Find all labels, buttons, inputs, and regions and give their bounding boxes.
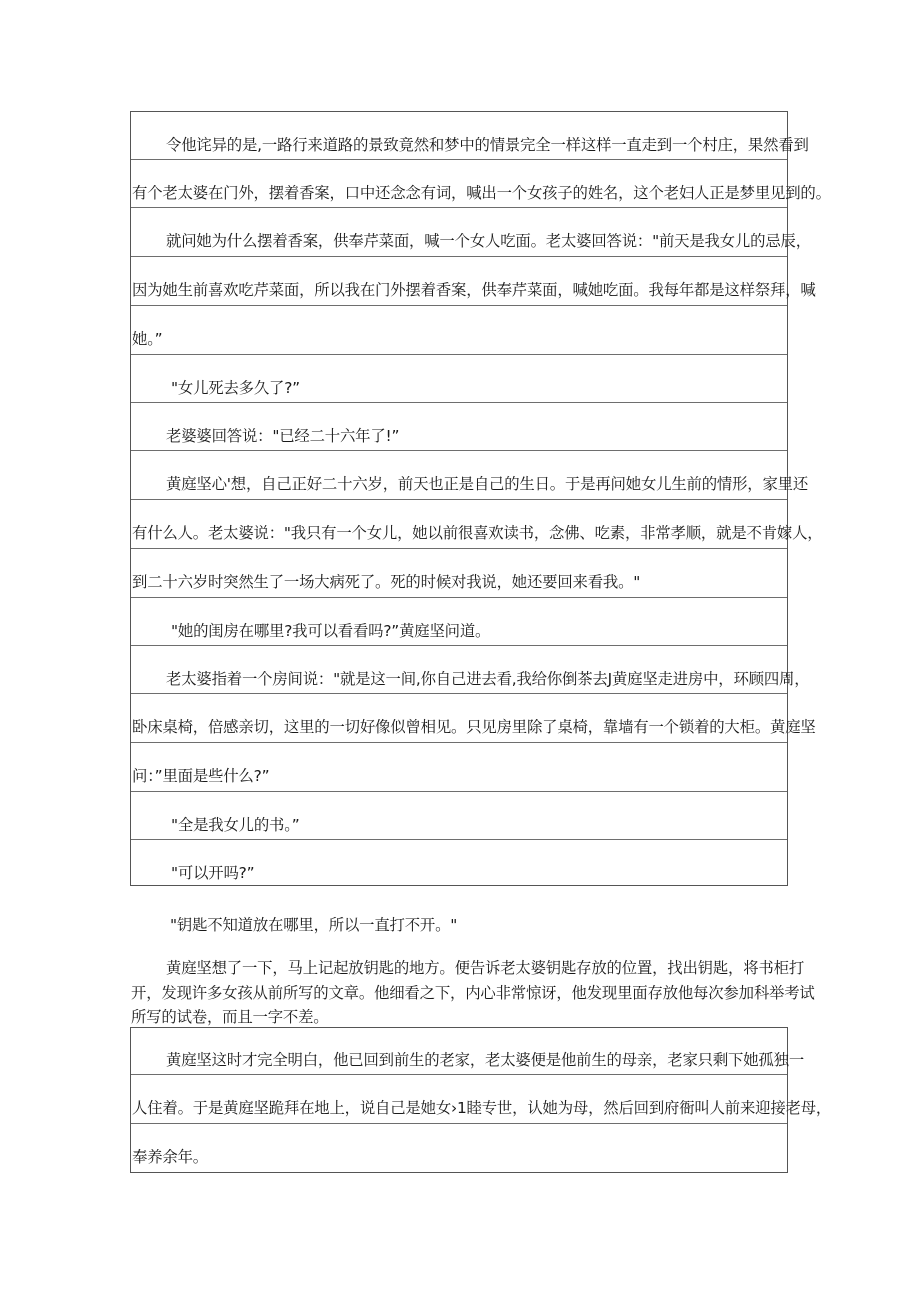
paragraph-line: 开，发现许多女孩从前所写的文章。他细看之下，内心非常惊讶，他发现里面存放他每次参加科举考试 [131,984,815,1002]
text-line [131,500,823,549]
text-line [131,694,816,743]
paragraph-line: 黄庭坚想了一下，马上记起放钥匙的地方。便告诉老太婆钥匙存放的位置，找出钥匙，将书柜打 [166,959,805,977]
text-line-content: 老婆婆回答说："已经二十六年了!” [166,427,400,445]
text-line [131,1124,787,1172]
text-line-content: 黄庭坚心'想，自己正好二十六岁，前天也正是自己的生日。于是再问她女儿生前的情形，家里还 [166,475,809,493]
text-line-content: 就问她为什么摆着香案，供奉芹菜面，喊一个女人吃面。老太婆回答说："前天是我女儿的忌辰， [166,232,811,250]
text-line [131,743,787,792]
text-line [131,1028,805,1075]
text-line [131,549,787,598]
text-line-content: 令他诧异的是,一路行来道路的景致竟然和梦中的情景完全一样这样一直走到一个村庄，果然看到 [166,136,809,154]
text-line [131,208,811,257]
text-line [131,160,831,208]
text-line-content: 有个老太婆在门外，摆着香案，口中还念念有词，喊出一个女孩子的姓名，这个老妇人正是梦里见到的。 [132,184,831,202]
paragraph-line: 所写的试卷，而且一字不差。 [131,1008,329,1026]
text-line-content: "女儿死去多久了?” [171,379,300,397]
text-line-content: 黄庭坚这时才完全明白，他已回到前生的老家，老太婆便是他前生的母亲，老家只剩下她孤独一 [166,1051,805,1069]
text-line [131,306,787,355]
text-line [131,112,809,160]
text-line [131,451,809,500]
text-line-content: "可以开吗?” [171,864,255,882]
text-line [131,403,787,451]
text-line-content: 问：”里面是些什么?” [132,767,270,785]
text-line-content: 人住着。于是黄庭坚跪拜在地上，说自己是她女›1睦专世，认她为母，然后回到府衙叫人前来迎接老母， [132,1099,832,1117]
text-line [131,840,787,885]
text-line [131,598,787,646]
ruled-text-box-top [130,111,831,886]
paragraph-line: "钥匙不知道放在哪里，所以一直打不开。" [170,916,458,934]
text-line [131,646,810,694]
text-line-content: 奉养余年。 [132,1148,208,1166]
text-line [131,257,816,306]
text-line-content: 老太婆指着一个房间说："就是这一间,你自己进去看,我给你倒茶去J黄庭坚走进房中，环顾四周， [166,670,810,688]
text-line-content: "全是我女儿的书。” [171,816,300,834]
text-line [131,355,787,403]
text-line-content: 卧床桌椅，倍感亲切，这里的一切好像似曾相见。只见房里除了桌椅，靠墙有一个锁着的大柜。黄庭坚 [132,718,816,736]
text-line-content: 有什么人。老太婆说："我只有一个女儿，她以前很喜欢读书，念佛、吃素，非常孝顺，就是不肯嫁人， [132,524,823,542]
text-line-content: "她的闺房在哪里?我可以看看吗?”黄庭坚问道。 [171,622,491,640]
ruled-text-box-bottom [130,1027,832,1173]
text-line-content: 到二十六岁时突然生了一场大病死了。死的时候对我说，她还要回来看我。" [132,573,641,591]
text-line-content: 她。” [132,330,163,348]
text-line [131,1075,832,1124]
text-line [131,792,787,840]
text-line-content: 因为她生前喜欢吃芹菜面，所以我在门外摆着香案，供奉芹菜面，喊她吃面。我每年都是这样祭拜，喊 [132,281,816,299]
